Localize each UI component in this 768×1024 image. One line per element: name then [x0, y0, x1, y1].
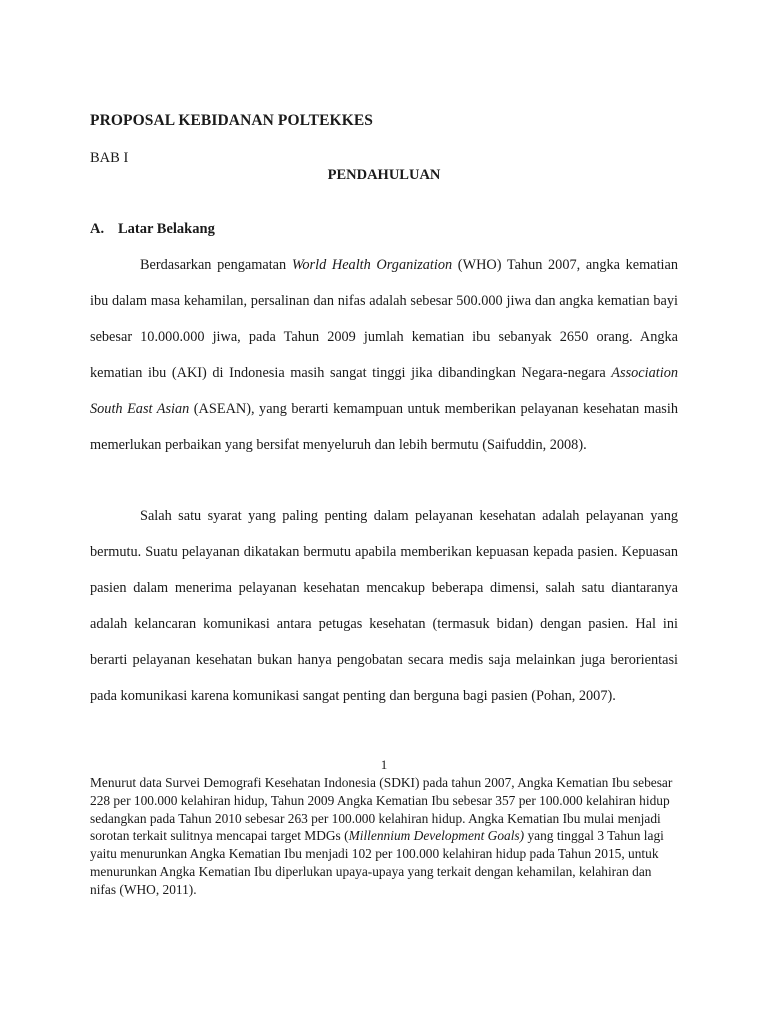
chapter-title: PENDAHULUAN	[327, 167, 441, 183]
body-paragraph-1	[90, 248, 678, 463]
paragraph-text: Berdasarkan pengamatan	[140, 257, 292, 273]
paragraph-italic-term: World Health Organization	[291, 257, 453, 273]
document-title: PROPOSAL KEBIDANAN POLTEKKES	[90, 112, 374, 129]
paragraph-text: (WHO) Tahun 2007, angka kematian ibu dalam masa kehamilan, persalinan dan nifas adalah sebesar 500.000 jiwa dan angka kematian bayi sebesar 10.000.000 jiwa, pada Tahun 2009 jumlah kematian ibu sebanyak 2650 orang. Angka kematian ibu (AKI) di Indonesia masih sangat tinggi jika dibandingkan Negara-negara	[90, 257, 679, 381]
paragraph-text: Salah satu syarat yang paling penting dalam pelayanan kesehatan adalah pelayanan yang bermutu. Suatu pelayanan dikatakan bermutu apabila memberikan kepuasan kepada pasien. Kepuasan pasien dalam menerima pelayanan kesehatan mencakup beberapa dimensi, salah satu diantaranya adalah kelancaran komunikasi antara petugas kesehatan (termasuk bidan) dengan pasien. Hal ini berarti pelayanan kesehatan bukan hanya pengobatan secara medis saja melainkan juga berorientasi pada komunikasi karena komunikasi sangat penting dan berguna bagi pasien (Pohan, 2007).	[90, 508, 678, 704]
section-heading	[90, 221, 215, 238]
paragraph-text: (ASEAN), yang berarti kemampuan untuk memberikan pelayanan kesehatan masih memerlukan perbaikan yang bersifat menyeluruh dan lebih bermutu (Saifuddin, 2008).	[90, 400, 678, 453]
footnote-text: Menurut data Survei Demografi Kesehatan Indonesia (SDKI) pada tahun 2007, Angka Kematian Ibu sebesar 228 per 100.000 kelahiran hidup, Tahun 2009 Angka Kematian Ibu sebesar 357 per 100.000 kelahiran hidup sedangkan pada Tahun 2010 sebesar 263 per 100.000 kelahiran hidup. Angka Kematian Ibu mulai menjadi sorotan terkait sulitnya mencapai target MDGs (	[90, 775, 673, 844]
chapter-label: BAB I	[90, 150, 129, 166]
paragraph-italic-term: Association South East Asian	[90, 364, 678, 417]
section-number: A.	[90, 221, 105, 237]
body-paragraph-2	[90, 499, 678, 714]
footnote-text: yang tinggal 3 Tahun lagi yaitu menurunkan Angka Kematian Ibu menjadi 102 per 100.000 kelahiran hidup pada Tahun 2015, untuk menurunkan Angka Kematian Ibu diperlukan upaya-upaya yang terkait dengan kehamilan, kelahiran dan nifas (WHO, 2011).	[90, 828, 664, 897]
footnote-italic-term: Millennium Development Goals)	[348, 828, 525, 844]
section-title: Latar Belakang	[118, 221, 215, 237]
page-number: 1	[380, 757, 388, 772]
footnote	[90, 774, 680, 899]
